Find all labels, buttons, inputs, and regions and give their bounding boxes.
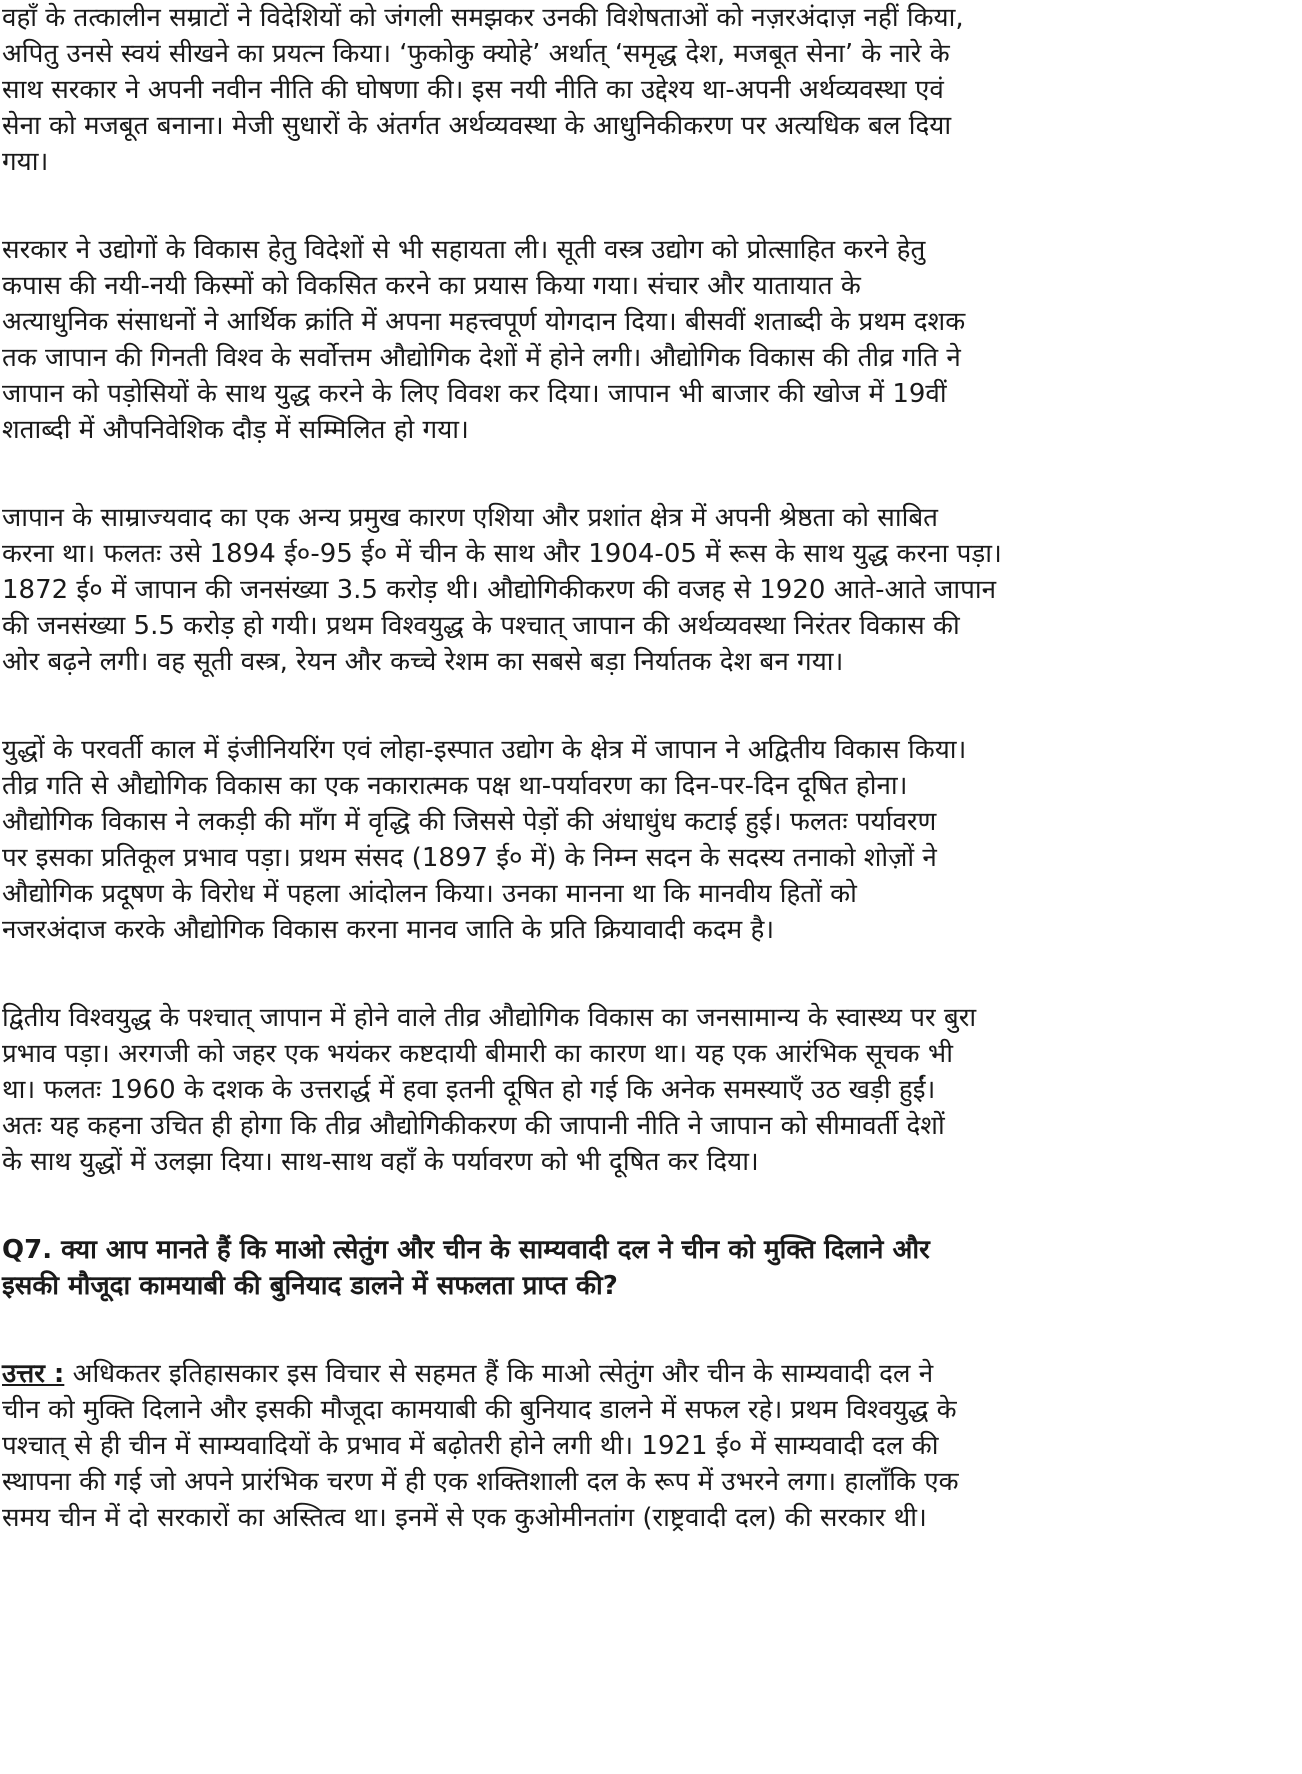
text-line: द्वितीय विश्वयुद्ध के पश्चात् जापान में होने वाले तीव्र औद्योगिक विकास का जनसामान्य के स्वास्थ्य पर बुरा [2, 1003, 977, 1033]
text-line: 1872 ई० में जापान की जनसंख्या 3.5 करोड़ थी। औद्योगिकीकरण की वजह से 1920 आते-आते जापान [2, 575, 997, 605]
text-line: पर इसका प्रतिकूल प्रभाव पड़ा। प्रथम संसद (1897 ई० में) के निम्न सदन के सदस्य तनाको शोज़ों ने [2, 843, 937, 873]
paragraph [2, 732, 1302, 948]
text-line: जापान को पड़ोसियों के साथ युद्ध करने के लिए विवश कर दिया। जापान भी बाजार की खोज में 19वीं [2, 379, 947, 409]
text-line: अत्याधुनिक संसाधनों ने आर्थिक क्रांति में अपना महत्त्वपूर्ण योगदान दिया। बीसवीं शताब्दी के प्रथम दशक [2, 307, 966, 337]
text-line: तीव्र गति से औद्योगिक विकास का एक नकारात्मक पक्ष था-पर्यावरण का दिन-पर-दिन दूषित होना। [2, 771, 908, 801]
text-line: औद्योगिक विकास ने लकड़ी की माँग में वृद्धि की जिससे पेड़ों की अंधाधुंध कटाई हुई। फलतः पर्यावरण [2, 807, 937, 837]
text-line: युद्धों के परवर्ती काल में इंजीनियरिंग एवं लोहा-इस्पात उद्योग के क्षेत्र में जापान ने अद्वितीय विकास किया। [2, 735, 967, 765]
body-text [2, 0, 1302, 1180]
answer-line: पश्चात् से ही चीन में साम्यवादियों के प्रभाव में बढ़ोतरी होने लगी थी। 1921 ई० में साम्यवादी दल की [2, 1431, 939, 1461]
paragraph [2, 232, 1302, 448]
paragraph [2, 0, 1302, 180]
text-line: ओर बढ़ने लगी। वह सूती वस्त्र, रेयन और कच्चे रेशम का सबसे बड़ा निर्यातक देश बन गया। [2, 647, 844, 677]
text-line: अतः यह कहना उचित ही होगा कि तीव्र औद्योगिकीकरण की जापानी नीति ने जापान को सीमावर्ती देशों [2, 1111, 945, 1141]
text-line: साथ सरकार ने अपनी नवीन नीति की घोषणा की। इस नयी नीति का उद्देश्य था-अपनी अर्थव्यवस्था एवं [2, 75, 944, 105]
question-line: Q7. क्या आप मानते हैं कि माओ त्सेतुंग और चीन के साम्यवादी दल ने चीन को मुक्ति दिलाने और [2, 1235, 930, 1265]
text-line: जापान के साम्राज्यवाद का एक अन्य प्रमुख कारण एशिया और प्रशांत क्षेत्र में अपनी श्रेष्ठता को साबित [2, 503, 938, 533]
answer-line: चीन को मुक्ति दिलाने और इसकी मौजूदा कामयाबी की बुनियाद डालने में सफल रहे। प्रथम विश्वयुद्ध के [2, 1395, 957, 1425]
answer-block [2, 1356, 1302, 1536]
text-line: कपास की नयी-नयी किस्मों को विकसित करने का प्रयास किया गया। संचार और यातायात के [2, 271, 861, 301]
text-line: वहाँ के तत्कालीन सम्राटों ने विदेशियों को जंगली समझकर उनकी विशेषताओं को नज़रअंदाज़ नहीं किया, [2, 3, 964, 33]
text-line: तक जापान की गिनती विश्व के सर्वोत्तम औद्योगिक देशों में होने लगी। औद्योगिक विकास की तीव्र गति ने [2, 343, 961, 373]
text-line: की जनसंख्या 5.5 करोड़ हो गयी। प्रथम विश्वयुद्ध के पश्चात् जापान की अर्थव्यवस्था निरंतर विकास की [2, 611, 960, 641]
text-line: सेना को मजबूत बनाना। मेजी सुधारों के अंतर्गत अर्थव्यवस्था के आधुनिकीकरण पर अत्यधिक बल दिया [2, 111, 952, 141]
text-line: था। फलतः 1960 के दशक के उत्तरार्द्ध में हवा इतनी दूषित हो गई कि अनेक समस्याएँ उठ खड़ी हुईं। [2, 1075, 936, 1105]
text-line: प्रभाव पड़ा। अरगजी को जहर एक भयंकर कष्टदायी बीमारी का कारण था। यह एक आरंभिक सूचक भी [2, 1039, 953, 1069]
answer-line: समय चीन में दो सरकारों का अस्तित्व था। इनमें से एक कुओमीनतांग (राष्ट्रवादी दल) की सरकार थी। [2, 1503, 927, 1533]
text-line: शताब्दी में औपनिवेशिक दौड़ में सम्मिलित हो गया। [2, 415, 469, 445]
question-q7 [2, 1232, 1302, 1304]
answer-text: अधिकतर इतिहासकार इस विचार से सहमत हैं कि माओ त्सेतुंग और चीन के साम्यवादी दल ने [64, 1359, 934, 1389]
text-line: अपितु उनसे स्वयं सीखने का प्रयत्न किया। ‘फुकोकु क्योहे’ अर्थात् ‘समृद्ध देश, मजबूत सेना’ के नारे के [2, 39, 950, 69]
question-line: इसकी मौजूदा कामयाबी की बुनियाद डालने में सफलता प्राप्त की? [2, 1271, 618, 1301]
text-line: गया। [2, 147, 49, 177]
paragraph [2, 500, 1302, 680]
text-line: सरकार ने उद्योगों के विकास हेतु विदेशों से भी सहायता ली। सूती वस्त्र उद्योग को प्रोत्साहित करने हेतु [2, 235, 926, 265]
answer-first-line [2, 1356, 1302, 1392]
paragraph [2, 1000, 1302, 1180]
text-line: नजरअंदाज करके औद्योगिक विकास करना मानव जाति के प्रति क्रियावादी कदम है। [2, 915, 775, 945]
text-line: करना था। फलतः उसे 1894 ई०-95 ई० में चीन के साथ और 1904-05 में रूस के साथ युद्ध करना पड़ा। [2, 539, 1002, 569]
text-line: के साथ युद्धों में उलझा दिया। साथ-साथ वहाँ के पर्यावरण को भी दूषित कर दिया। [2, 1147, 759, 1177]
text-line: औद्योगिक प्रदूषण के विरोध में पहला आंदोलन किया। उनका मानना था कि मानवीय हितों को [2, 879, 857, 909]
answer-line: स्थापना की गई जो अपने प्रारंभिक चरण में ही एक शक्तिशाली दल के रूप में उभरने लगा। हालाँकि एक [2, 1467, 959, 1497]
answer-label: उत्तर : [2, 1359, 65, 1389]
